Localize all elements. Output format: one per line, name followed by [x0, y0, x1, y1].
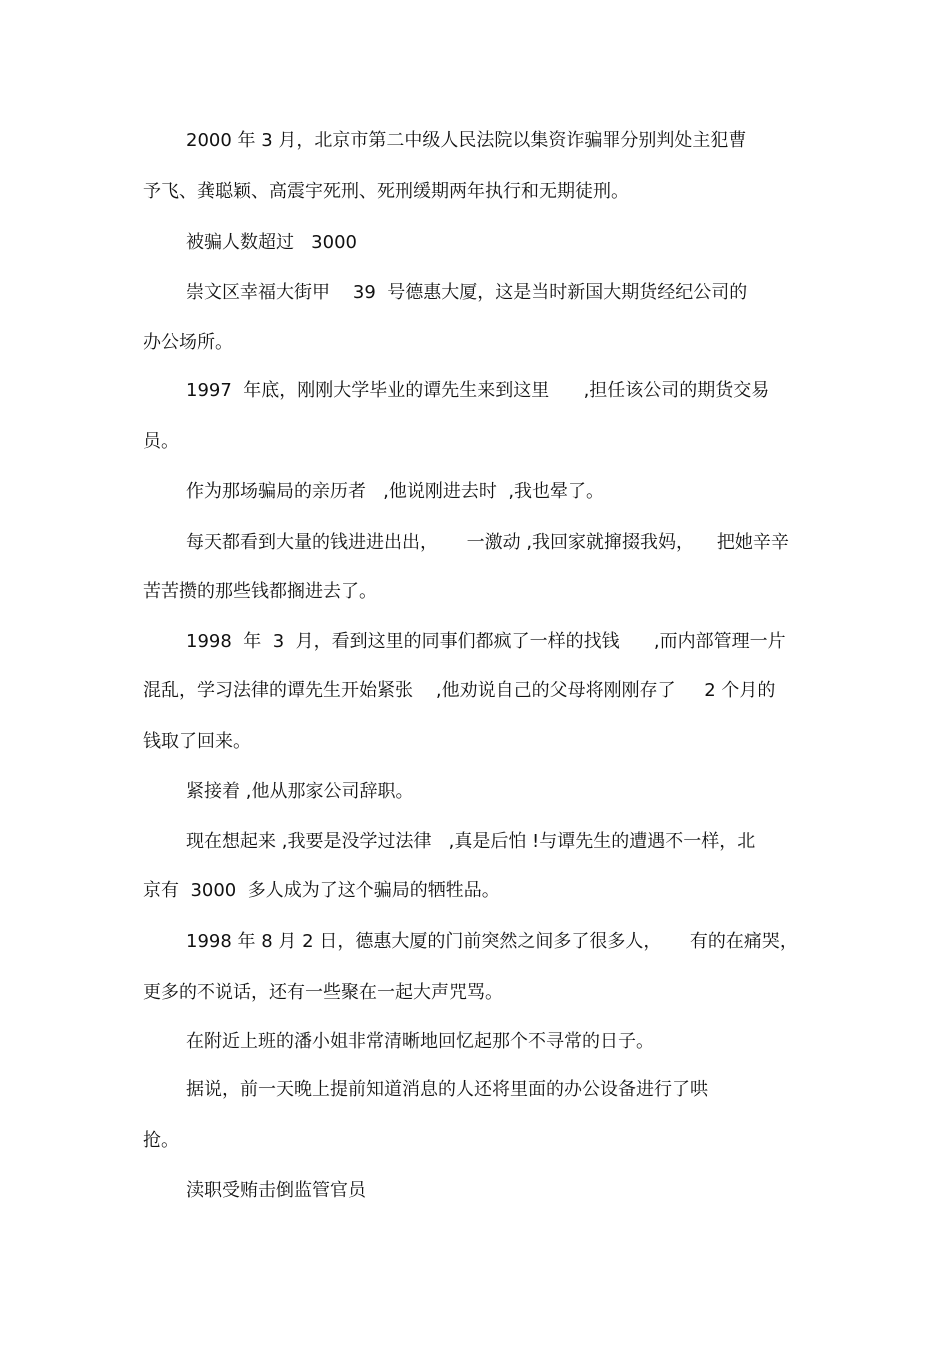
- text-line: 被骗人数超过 3000: [186, 232, 357, 253]
- text-line: 崇文区幸福大街甲 39 号德惠大厦，这是当时新国大期货经纪公司的: [186, 282, 748, 303]
- text-line: 混乱，学习法律的谭先生开始紧张 ,他劝说自己的父母将刚刚存了 2 个月的: [143, 680, 776, 701]
- text-line: 1997 年底，刚刚大学毕业的谭先生来到这里 ,担任该公司的期货交易: [186, 380, 770, 401]
- text-line: 在附近上班的潘小姐非常清晰地回忆起那个不寻常的日子。: [186, 1031, 654, 1052]
- text-line: 紧接着 ,他从那家公司辞职。: [186, 781, 414, 802]
- text-line: 2000 年 3 月，北京市第二中级人民法院以集资诈骗罪分别判处主犯曹: [186, 130, 747, 151]
- text-line: 钱取了回来。: [143, 731, 251, 752]
- text-line: 员。: [143, 431, 179, 452]
- text-line: 京有 3000 多人成为了这个骗局的牺牲品。: [143, 880, 500, 901]
- text-line: 据说，前一天晚上提前知道消息的人还将里面的办公设备进行了哄: [186, 1079, 708, 1100]
- text-line: 作为那场骗局的亲历者 ,他说刚进去时 ,我也晕了。: [186, 481, 605, 502]
- text-line: 予飞、龚聪颖、高震宇死刑、死刑缓期两年执行和无期徒刑。: [143, 181, 629, 202]
- text-line: 更多的不说话，还有一些聚在一起大声咒骂。: [143, 982, 503, 1003]
- text-line: 现在想起来 ,我要是没学过法律 ,真是后怕 !与谭先生的遭遇不一样，北: [186, 831, 756, 852]
- text-line: 苦苦攒的那些钱都搁进去了。: [143, 581, 377, 602]
- text-line: 渎职受贿击倒监管官员: [186, 1180, 366, 1201]
- text-line: 办公场所。: [143, 332, 233, 353]
- text-line: 抢。: [143, 1130, 179, 1151]
- text-line: 1998 年 3 月，看到这里的同事们都疯了一样的找钱 ,而内部管理一片: [186, 631, 786, 652]
- text-line: 每天都看到大量的钱进进出出， 一激动 ,我回家就撺掇我妈， 把她辛辛: [186, 532, 789, 553]
- text-line: 1998 年 8 月 2 日，德惠大厦的门前突然之间多了很多人， 有的在痛哭，: [186, 931, 798, 952]
